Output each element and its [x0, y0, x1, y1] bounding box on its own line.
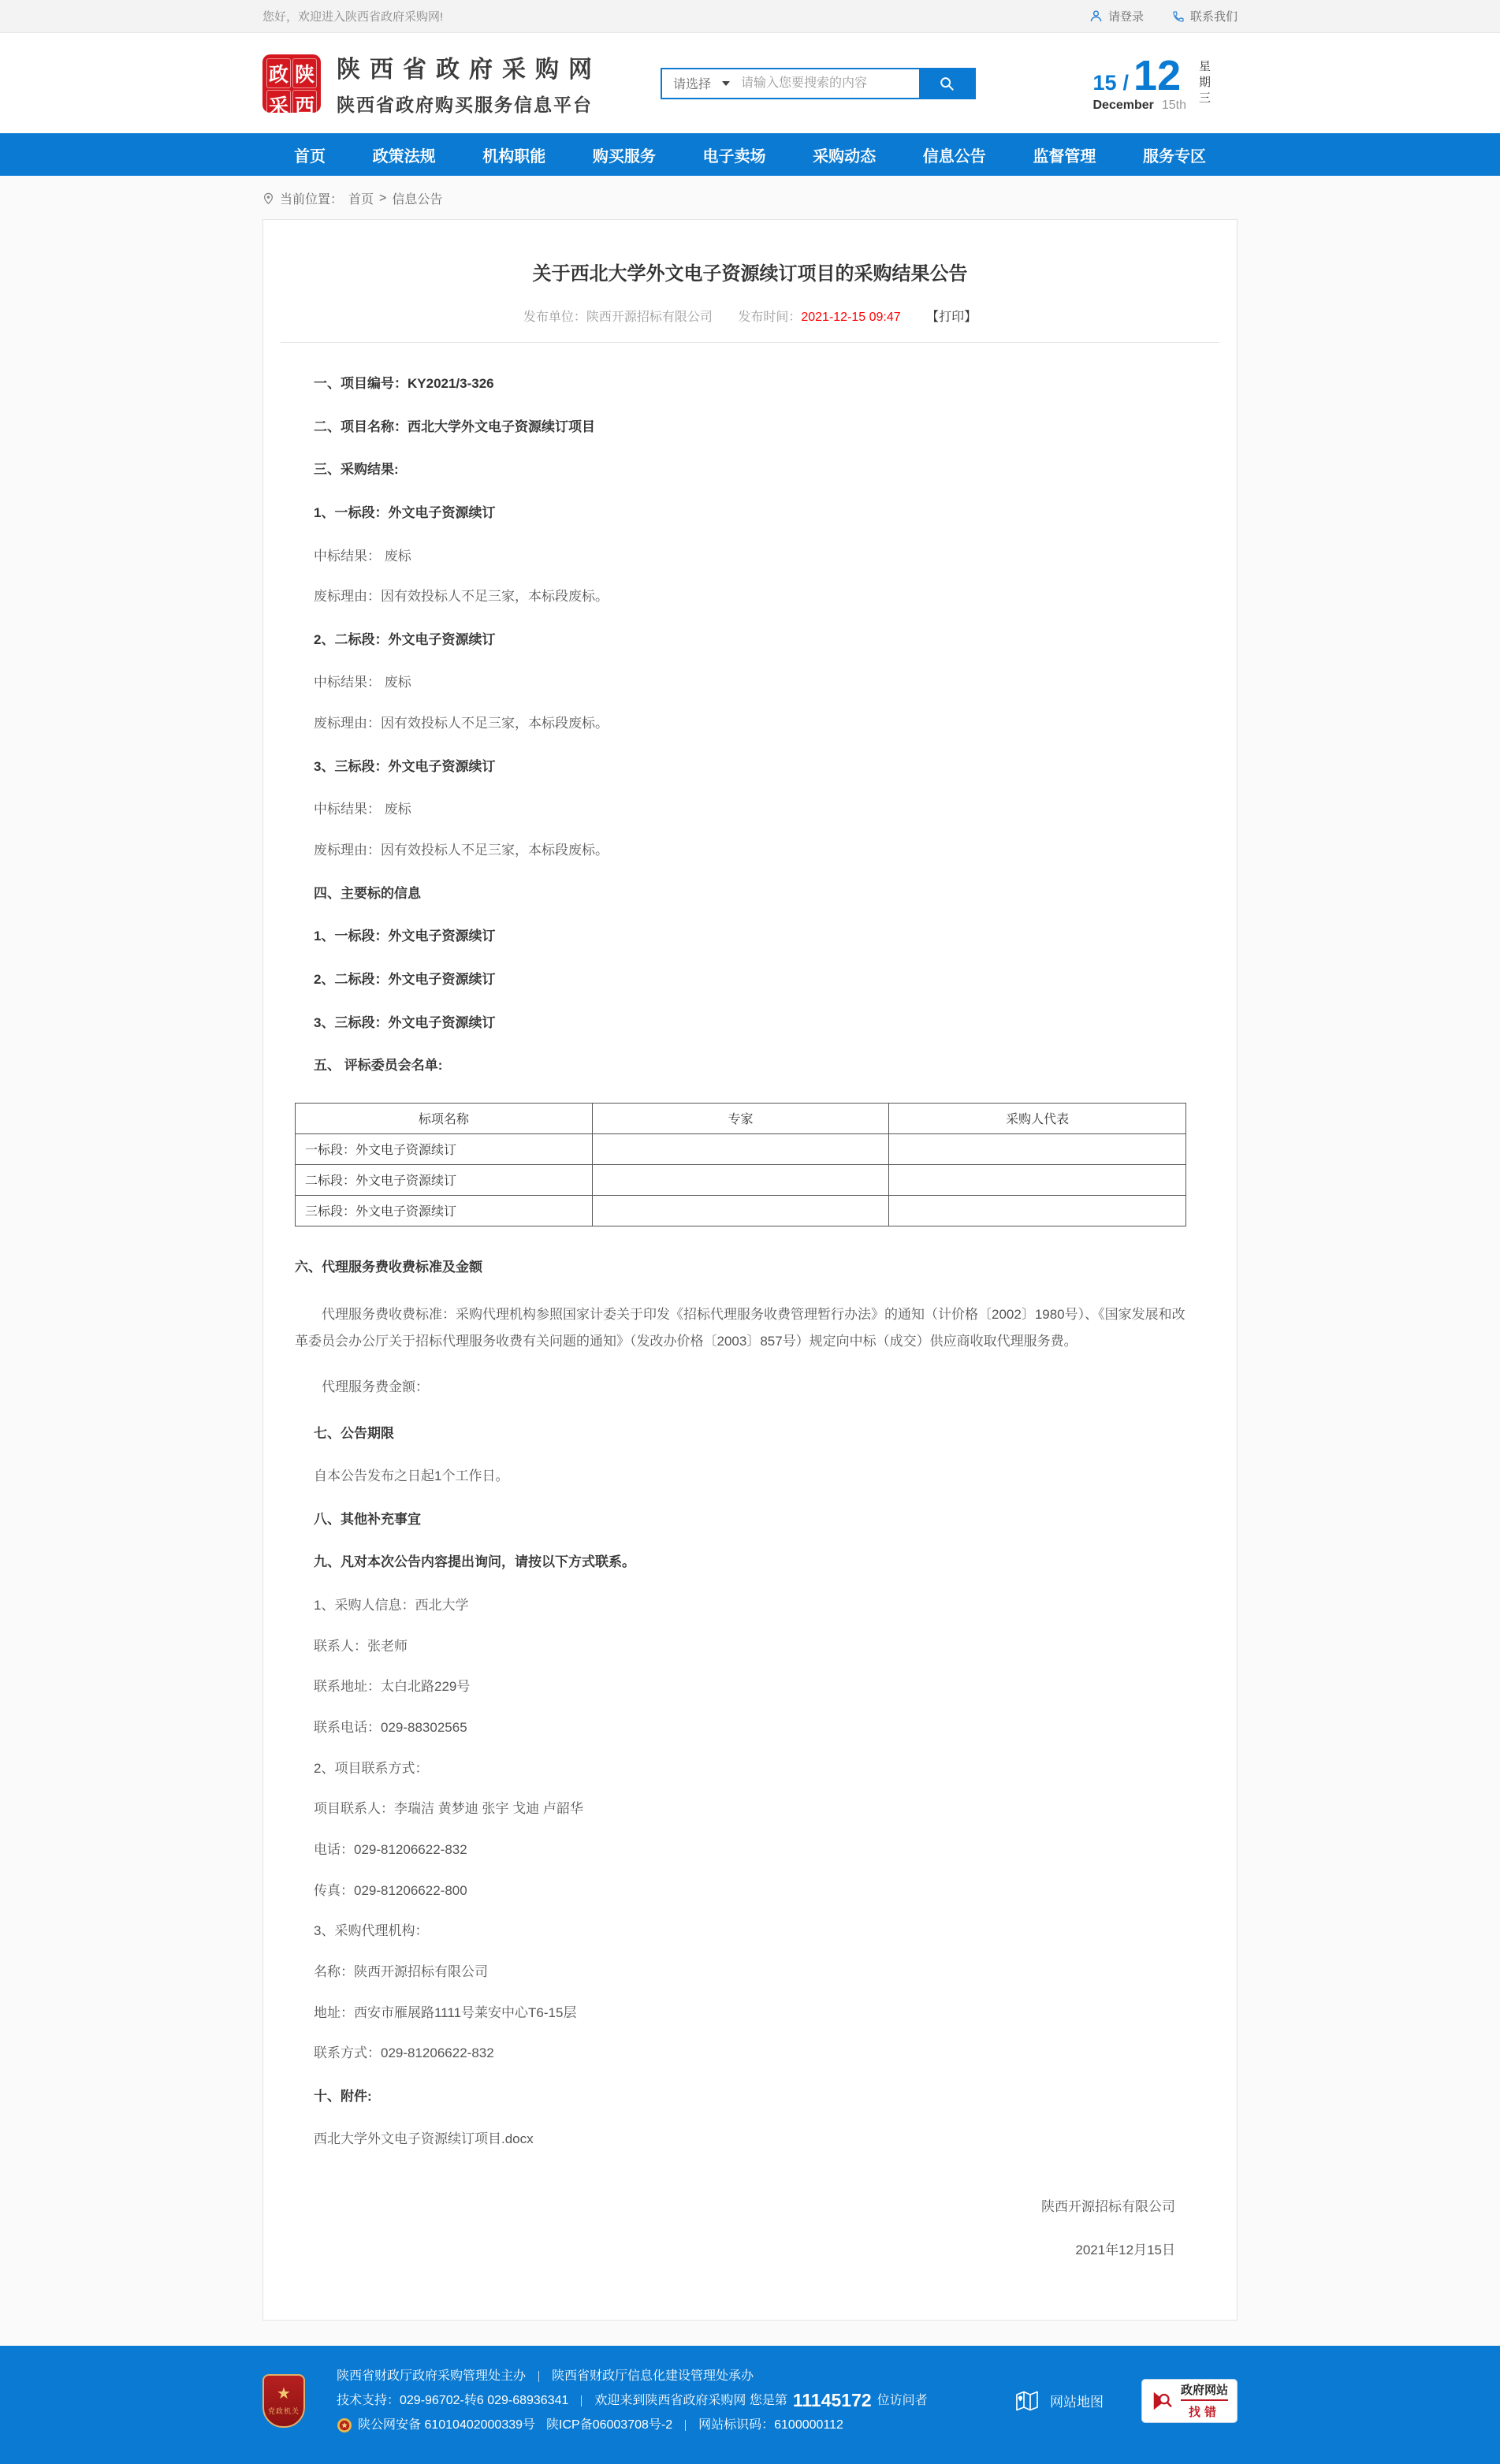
- publish-time-value: 2021-12-15 09:47: [801, 311, 901, 324]
- nav-item[interactable]: 机构职能: [482, 147, 546, 166]
- contact-link[interactable]: [1172, 8, 1238, 24]
- nav-item[interactable]: 监督管理: [1033, 147, 1096, 166]
- article-paragraph: 六、代理服务费收费标准及金额: [295, 1259, 482, 1275]
- article-paragraph: 联系方式：029-81206622-832: [314, 2045, 494, 2061]
- sitemap-link[interactable]: [1013, 2387, 1104, 2415]
- map-icon: [1013, 2387, 1041, 2415]
- nav-item[interactable]: 购买服务: [592, 147, 656, 166]
- date-widget: [1092, 51, 1238, 113]
- logo-char: 西: [292, 90, 317, 120]
- phone-icon: [1172, 10, 1185, 23]
- article-body-bottom: [295, 1258, 1186, 2149]
- footer-tech-support: 技术支持：029-96702-转6 029-68936341: [337, 2394, 569, 2408]
- search-select-label: 请选择: [673, 78, 712, 91]
- nav-item[interactable]: 政策法规: [372, 147, 436, 166]
- footer-icp-record[interactable]: 陕ICP备06003708号-2: [546, 2418, 673, 2432]
- login-label: 请登录: [1107, 10, 1144, 24]
- badge-emblem-icon: ★: [277, 2384, 291, 2403]
- table-row: [296, 1195, 1186, 1226]
- article-paragraph: 2、二标段：外文电子资源续订: [314, 631, 496, 647]
- article-paragraph: 名称：陕西开源招标有限公司: [314, 1963, 488, 1979]
- table-header-row: [296, 1103, 1186, 1133]
- signature-block: [314, 2195, 1186, 2258]
- footer-site-code: 网站标识码：6100000112: [698, 2418, 843, 2432]
- date-ordinal: 15th: [1161, 98, 1186, 112]
- error-badge-line2: 找错: [1188, 2406, 1220, 2420]
- publish-time-label: 发布时间：: [738, 311, 802, 324]
- breadcrumb-current[interactable]: 信息公告: [392, 193, 443, 207]
- sitemap-label: 网站地图: [1050, 2395, 1104, 2410]
- date-day: 15: [1092, 70, 1117, 95]
- signature-company: 陕西开源招标有限公司: [1041, 2199, 1175, 2215]
- site-subtitle: 陕西省政府购买服务信息平台: [337, 95, 593, 115]
- article-paragraph: 废标理由：因有效投标人不足三家，本标段废标。: [314, 843, 609, 858]
- date-month: 12: [1133, 51, 1182, 99]
- article-paragraph: 三、采购结果:: [314, 462, 399, 478]
- article-paragraph: 电话：029-81206622-832: [314, 1841, 467, 1857]
- print-button[interactable]: 【打印】: [926, 311, 977, 324]
- divider: [281, 342, 1219, 343]
- article-paragraph: 中标结果： 废标: [314, 548, 411, 564]
- footer-undertaker: 陕西省财政厅信息化建设管理处承办: [552, 2369, 754, 2384]
- user-icon: [1089, 9, 1103, 23]
- find-error-icon: [1151, 2388, 1174, 2414]
- article-meta: [314, 307, 1186, 325]
- page-title: 关于西北大学外文电子资源续订项目的采购结果公告: [532, 263, 968, 285]
- table-cell: [592, 1195, 889, 1226]
- article-body-top: [314, 374, 1186, 1076]
- login-link[interactable]: [1089, 8, 1144, 24]
- divider: [581, 2395, 582, 2406]
- table-cell: [592, 1164, 889, 1195]
- main-area: [0, 176, 1500, 2346]
- search-input[interactable]: [741, 69, 919, 98]
- table-cell: [592, 1133, 889, 1164]
- article-paragraph: 1、一标段：外文电子资源续订: [314, 504, 496, 520]
- article-paragraph: 代理服务费收费标准：采购代理机构参照国家计委关于印发《招标代理服务收费管理暂行办法》的通知（计价格〔2002〕1980号）、《国家发展和改革委员会办公厅关于招标代理服务收费有关问题的通知》（发改办价格〔2003〕857号）规定向中标（成交）供应商收取代理服务费。: [295, 1306, 1185, 1349]
- nav-item[interactable]: 电子卖场: [702, 147, 766, 166]
- site-logo[interactable]: [262, 54, 321, 117]
- article-paragraph: 一、项目编号：KY2021/3-326: [314, 376, 494, 391]
- table-row: [296, 1164, 1186, 1195]
- table-cell: 一标段：外文电子资源续订: [296, 1133, 593, 1164]
- party-badge-label: 党政机关: [267, 2406, 300, 2415]
- welcome-text: 您好，欢迎进入陕西省政府采购网!: [262, 10, 444, 24]
- location-pin-icon: [262, 192, 274, 205]
- header: [0, 33, 1500, 133]
- contact-label: 联系我们: [1189, 10, 1238, 24]
- nav-item[interactable]: 信息公告: [922, 147, 986, 166]
- party-government-badge: [262, 2374, 305, 2428]
- nav-item[interactable]: 采购动态: [813, 147, 877, 166]
- article-paragraph: 1、采购人信息：西北大学: [314, 1598, 469, 1614]
- article-paragraph: 代理服务费金额：: [322, 1379, 429, 1394]
- footer-welcome-prefix: 欢迎来到陕西省政府采购网 您是第: [594, 2394, 787, 2408]
- article-paragraph: 3、采购代理机构：: [314, 1923, 429, 1939]
- police-emblem-icon: [337, 2417, 352, 2433]
- search-icon: [939, 76, 955, 91]
- topbar: [0, 0, 1500, 33]
- article-paragraph: 自本公告发布之日起1个工作日。: [314, 1468, 509, 1484]
- divider: [685, 2420, 686, 2431]
- breadcrumb-home[interactable]: 首页: [348, 193, 374, 207]
- date-month-name: December: [1092, 98, 1154, 112]
- nav-item[interactable]: 服务专区: [1143, 147, 1206, 166]
- visitor-count: 11145172: [792, 2390, 872, 2411]
- article-paragraph: 2、项目联系方式：: [314, 1760, 429, 1776]
- nav-item[interactable]: 首页: [294, 147, 326, 166]
- article-paragraph: 地址：西安市雁展路1111号莱安中心T6-15层: [314, 2004, 577, 2020]
- publisher-value: 陕西开源招标有限公司: [586, 311, 713, 324]
- article-paragraph: 西北大学外文电子资源续订项目.docx: [314, 2131, 534, 2147]
- article-paragraph: 联系地址：太白北路229号: [314, 1679, 471, 1695]
- logo-char: 政: [266, 58, 291, 88]
- article-paragraph: 九、凡对本次公告内容提出询问，请按以下方式联系。: [314, 1554, 635, 1570]
- article-paragraph: 3、三标段：外文电子资源续订: [314, 1014, 496, 1030]
- table-header-cell: 采购人代表: [889, 1103, 1186, 1133]
- search-box: [661, 68, 976, 99]
- table-cell: [889, 1164, 1186, 1195]
- article-paragraph: 二、项目名称：西北大学外文电子资源续订项目: [314, 419, 595, 434]
- article-paragraph: 八、其他补充事宜: [314, 1511, 421, 1527]
- article-paragraph: 七、公告期限: [314, 1425, 394, 1441]
- breadcrumb-separator: >: [379, 191, 387, 205]
- main-nav: [0, 133, 1500, 176]
- footer-organizer: 陕西省财政厅政府采购管理处主办: [337, 2369, 527, 2384]
- date-slash: /: [1122, 70, 1130, 95]
- footer: [0, 2346, 1500, 2464]
- search-category-select[interactable]: [662, 69, 741, 98]
- article-paragraph: 传真：029-81206622-800: [314, 1882, 467, 1898]
- article-paragraph: 十、附件:: [314, 2088, 372, 2104]
- gov-site-error-report-badge[interactable]: [1141, 2379, 1238, 2423]
- article-paragraph: 联系人：张老师: [314, 1638, 408, 1654]
- article-paragraph: 五、 评标委员会名单:: [314, 1058, 443, 1074]
- table-cell: [889, 1133, 1186, 1164]
- table-header-cell: 标项名称: [296, 1103, 593, 1133]
- footer-welcome-suffix: 位访问者: [877, 2394, 928, 2408]
- article-paragraph: 2、二标段：外文电子资源续订: [314, 971, 496, 987]
- divider: [538, 2371, 539, 2382]
- publisher-label: 发布单位：: [523, 311, 586, 324]
- article-paragraph: 1、一标段：外文电子资源续订: [314, 929, 496, 944]
- article-paragraph: 联系电话：029-88302565: [314, 1720, 467, 1736]
- footer-security-record[interactable]: 陕公网安备 61010402000339号: [358, 2418, 536, 2432]
- article-paragraph: 四、主要标的信息: [314, 885, 421, 901]
- date-weekday: 星期三: [1197, 59, 1211, 107]
- signature-date: 2021年12月15日: [1075, 2243, 1175, 2258]
- table-row: [296, 1133, 1186, 1164]
- article-paragraph: 中标结果： 废标: [314, 802, 411, 817]
- table-cell: 三标段：外文电子资源续订: [296, 1195, 593, 1226]
- table-header-cell: 专家: [592, 1103, 889, 1133]
- site-name: 陕西省政府采购网: [337, 57, 601, 83]
- table-cell: 二标段：外文电子资源续订: [296, 1164, 593, 1195]
- breadcrumb-label: 当前位置：: [280, 193, 344, 207]
- search-button[interactable]: [919, 69, 974, 98]
- logo-char: 陕: [292, 58, 317, 88]
- table-cell: [889, 1195, 1186, 1226]
- article-paragraph: 3、三标段：外文电子资源续订: [314, 758, 496, 774]
- article-paragraph: 废标理由：因有效投标人不足三家，本标段废标。: [314, 716, 609, 731]
- error-badge-line1: 政府网站: [1181, 2381, 1228, 2401]
- chevron-down-icon: [722, 81, 730, 86]
- article-paragraph: 废标理由：因有效投标人不足三家，本标段废标。: [314, 589, 609, 605]
- article-paragraph: 中标结果： 废标: [314, 675, 411, 690]
- committee-table: [295, 1103, 1186, 1226]
- breadcrumb: [262, 176, 1238, 219]
- article-card: [262, 219, 1238, 2321]
- logo-char: 采: [266, 90, 291, 120]
- article-paragraph: 项目联系人：李瑞洁 黄梦迪 张宇 戈迪 卢韶华: [314, 1801, 583, 1817]
